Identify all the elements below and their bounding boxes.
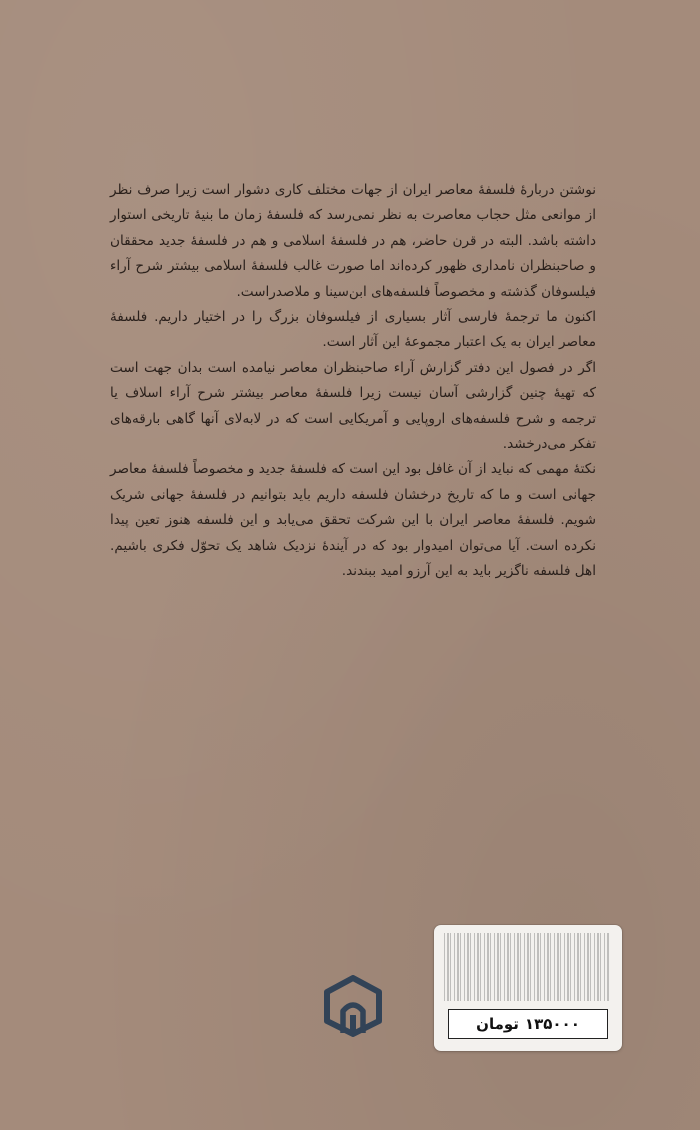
price-amount: ۱۳۵۰۰۰ — [524, 1015, 580, 1033]
blurb-paragraph-1: نوشتن دربارهٔ فلسفهٔ معاصر ایران از جهات مختلف کاری دشوار است زیرا صرف نظر از موانعی مثل حجاب معاصرت به نظر نمی‌رسد که فلسفهٔ زمان ما بنیهٔ تاریخی استوار داشته باشد. البته در قرن حاضر، هم در فلسفهٔ اسلامی و هم در فلسفهٔ جدید محققان و صاحبنظران نامداری ظهور کرده‌اند اما صورت غالب فلسفهٔ اسلامی بیشتر شرح آراء فیلسوفان گذشته و مخصوصاً فلسفه‌های ابن‌سینا و ملاصدراست. — [110, 182, 596, 300]
price-sticker — [434, 925, 622, 1051]
barcode-icon — [444, 933, 610, 1001]
blurb-paragraph-2: اکنون ما ترجمهٔ فارسی آثار بسیاری از فیلسوفان بزرگ را در اختیار داریم. فلسفهٔ معاصر ایران به یک اعتبار مجموعهٔ این آثار است. — [110, 309, 596, 351]
price-label — [448, 1009, 608, 1039]
blurb-paragraph-3: اگر در فصول این دفتر گزارش آراء صاحبنظران معاصر نیامده است بدان جهت است که تهیهٔ چنین گزارشی آسان نیست زیرا فلسفهٔ معاصر بیشتر شرح آراء اسلاف یا ترجمه و شرح فلسفه‌های اروپایی و آمریکایی است که در لابه‌لای آنها گاهی بارقه‌های تفکر می‌درخشد. — [110, 359, 596, 453]
publisher-logo-icon — [323, 975, 383, 1037]
price-currency: تومان — [476, 1015, 519, 1033]
blurb-paragraph-4: نکتهٔ مهمی که نباید از آن غافل بود این است که فلسفهٔ جدید و مخصوصاً فلسفهٔ معاصر جهانی است و ما که تاریخ درخشان فلسفه داریم باید بتوانیم در فلسفهٔ جهانی شریک شویم. فلسفهٔ معاصر ایران با این شرکت تحقق می‌یابد و این فلسفه هنوز تعین پیدا نکرده است. آیا می‌توان امیدوار بود که در آیندهٔ نزدیک شاهد یک تحوّل فکری باشیم. اهل فلسفه ناگزیر باید به این آرزو امید ببندند. — [110, 461, 596, 580]
blurb-text — [110, 178, 596, 585]
